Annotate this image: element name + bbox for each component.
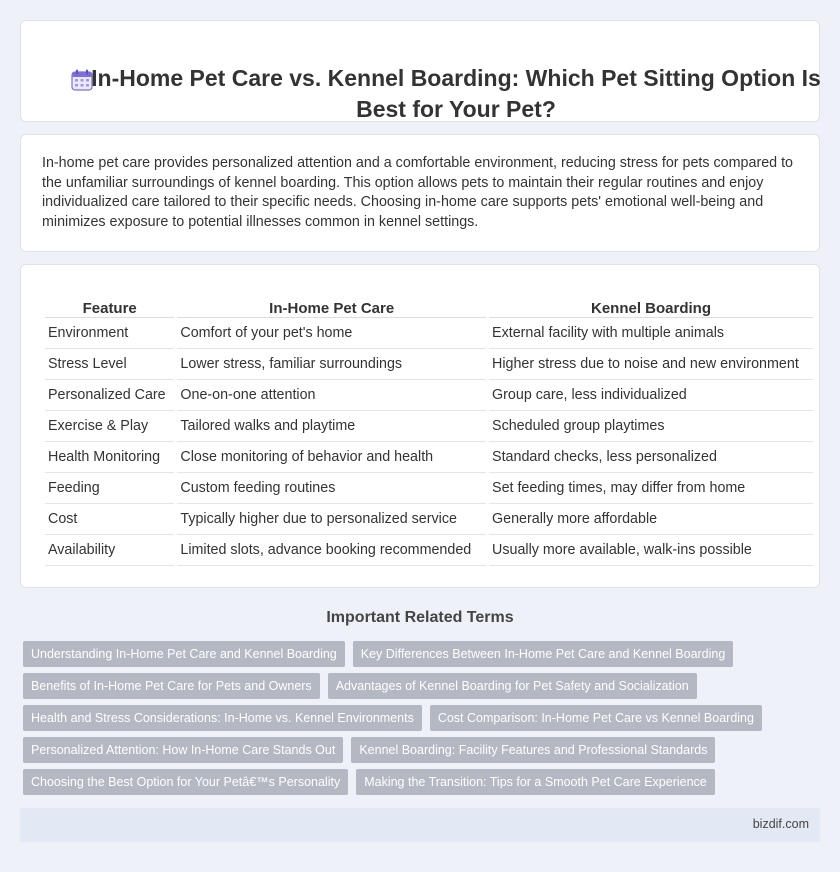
related-term-link[interactable]: Choosing the Best Option for Your Petâ€™s Personality xyxy=(23,769,348,795)
related-terms-row xyxy=(23,769,715,795)
in-home-cell: Typically higher due to personalized service xyxy=(177,504,486,535)
related-terms-row xyxy=(23,641,733,667)
header-kennel-boarding: Kennel Boarding xyxy=(489,297,813,318)
related-term-link[interactable]: Benefits of In-Home Pet Care for Pets and Owners xyxy=(23,673,320,699)
in-home-cell: One-on-one attention xyxy=(177,380,486,411)
table-row xyxy=(45,535,813,566)
feature-cell: Cost xyxy=(45,504,174,535)
page-title-line-1: In-Home Pet Care vs. Kennel Boarding: Which Pet Sitting Option Is xyxy=(91,65,821,91)
table-row xyxy=(45,380,813,411)
related-term-link[interactable]: Cost Comparison: In-Home Pet Care vs Kennel Boarding xyxy=(430,705,762,731)
kennel-cell: Generally more affordable xyxy=(489,504,813,535)
kennel-cell: Group care, less individualized xyxy=(489,380,813,411)
table-row xyxy=(45,349,813,380)
table-row xyxy=(45,411,813,442)
in-home-cell: Tailored walks and playtime xyxy=(177,411,486,442)
related-term-link[interactable]: Advantages of Kennel Boarding for Pet Safety and Socialization xyxy=(328,673,697,699)
in-home-cell: Comfort of your pet's home xyxy=(177,318,486,349)
in-home-cell: Close monitoring of behavior and health xyxy=(177,442,486,473)
comparison-table-card xyxy=(20,264,820,588)
kennel-cell: External facility with multiple animals xyxy=(489,318,813,349)
feature-cell: Availability xyxy=(45,535,174,566)
page-title-line-2: Best for Your Pet? xyxy=(356,96,556,122)
kennel-cell: Usually more available, walk-ins possible xyxy=(489,535,813,566)
comparison-table xyxy=(42,297,816,566)
kennel-cell: Scheduled group playtimes xyxy=(489,411,813,442)
feature-cell: Stress Level xyxy=(45,349,174,380)
feature-cell: Feeding xyxy=(45,473,174,504)
kennel-cell: Standard checks, less personalized xyxy=(489,442,813,473)
in-home-cell: Lower stress, familiar surroundings xyxy=(177,349,486,380)
in-home-cell: Custom feeding routines xyxy=(177,473,486,504)
intro-paragraph: In-home pet care provides personalized attention and a comfortable environment, reducing stress for pets compared to the unfamiliar surroundings of kennel boarding. This option allows pets to maintain their regular routines and enjoy individualized care tailored to their specific needs. Choosing in-home care supports pets' emotional well-being and minimizes exposure to potential illnesses common in kennel settings. xyxy=(42,155,793,230)
kennel-cell: Higher stress due to noise and new environment xyxy=(489,349,813,380)
related-term-link[interactable]: Making the Transition: Tips for a Smooth Pet Care Experience xyxy=(356,769,715,795)
related-term-link[interactable]: Understanding In-Home Pet Care and Kennel Boarding xyxy=(23,641,345,667)
feature-cell: Health Monitoring xyxy=(45,442,174,473)
feature-cell: Exercise & Play xyxy=(45,411,174,442)
title-card xyxy=(20,20,820,122)
feature-cell: Personalized Care xyxy=(45,380,174,411)
table-row xyxy=(45,504,813,535)
related-term-link[interactable]: Personalized Attention: How In-Home Care Stands Out xyxy=(23,737,343,763)
table-row xyxy=(45,473,813,504)
related-terms-row xyxy=(23,673,697,699)
in-home-cell: Limited slots, advance booking recommended xyxy=(177,535,486,566)
header-in-home-pet-care: In-Home Pet Care xyxy=(177,297,486,318)
header-feature: Feature xyxy=(45,297,174,318)
table-row xyxy=(45,442,813,473)
related-term-link[interactable]: Kennel Boarding: Facility Features and Professional Standards xyxy=(351,737,715,763)
related-term-link[interactable]: Health and Stress Considerations: In-Home vs. Kennel Environments xyxy=(23,705,422,731)
related-term-link[interactable]: Key Differences Between In-Home Pet Care and Kennel Boarding xyxy=(353,641,734,667)
related-terms-row xyxy=(23,705,762,731)
related-terms-heading: Important Related Terms xyxy=(326,609,514,626)
footer xyxy=(20,808,820,842)
kennel-cell: Set feeding times, may differ from home xyxy=(489,473,813,504)
table-row xyxy=(45,318,813,349)
page-title xyxy=(91,63,821,125)
table-header-row xyxy=(45,297,813,318)
feature-cell: Environment xyxy=(45,318,174,349)
footer-site-link[interactable]: bizdif.com xyxy=(752,817,809,831)
intro-card xyxy=(20,134,820,252)
related-terms-row xyxy=(23,737,715,763)
